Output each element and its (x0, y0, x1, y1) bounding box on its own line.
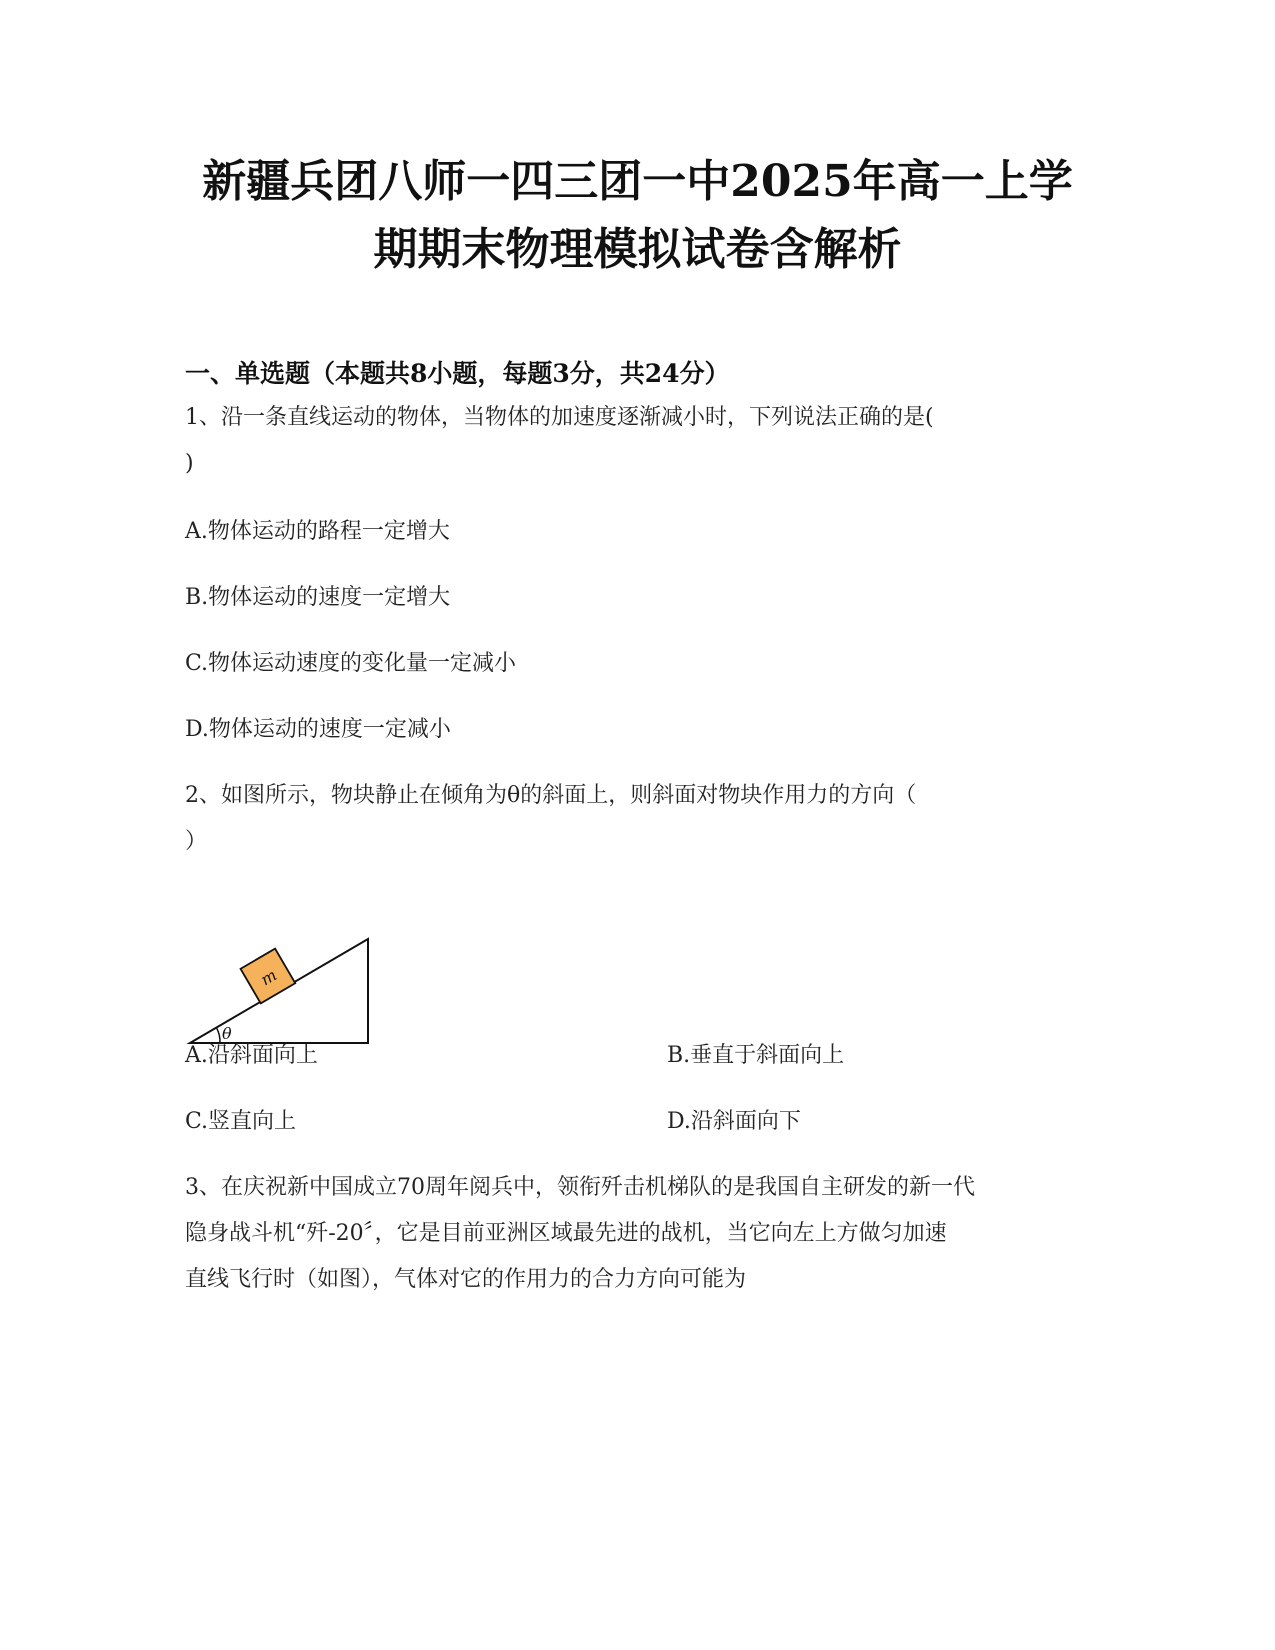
angle-label: θ (222, 1024, 232, 1043)
q2-option-c: C.竖直向上 (185, 1109, 297, 1134)
document-title-line1: 新疆兵团八师一四三团一中2025年高一上学 (202, 156, 1073, 207)
document-title-line2: 期期末物理模拟试卷含解析 (373, 224, 902, 275)
q3-stem-line1: 3、在庆祝新中国成立70周年阅兵中，领衔歼击机梯队的是我国自主研发的新一代 (185, 1175, 975, 1200)
q2-option-d: D.沿斜面向下 (667, 1109, 801, 1134)
q3-stem-line3: 直线飞行时（如图），气体对它的作用力的合力方向可能为 (185, 1267, 747, 1292)
q2-stem-line2: ） (185, 829, 208, 854)
q1-option-a: A.物体运动的路程一定增大 (185, 519, 450, 544)
q1-stem-line2: ) (185, 451, 194, 476)
block-label: m (257, 965, 280, 990)
block (241, 949, 296, 1004)
q2-option-a: A.沿斜面向上 (185, 1043, 318, 1068)
q2-stem-line1: 2、如图所示，物块静止在倾角为θ的斜面上，则斜面对物块作用力的方向（ (185, 783, 917, 808)
q1-option-c: C.物体运动速度的变化量一定减小 (185, 651, 517, 676)
section-heading: 一、单选题（本题共8小题，每题3分，共24分） (185, 359, 730, 388)
q1-stem-line1: 1、沿一条直线运动的物体，当物体的加速度逐渐减小时，下列说法正确的是( (185, 405, 934, 430)
incline-diagram (185, 935, 385, 1050)
q1-option-d: D.物体运动的速度一定减小 (185, 717, 451, 742)
q1-option-b: B.物体运动的速度一定增大 (185, 585, 451, 610)
q3-stem-line2: 隐身战斗机“歼-20〞，它是目前亚洲区域最先进的战机，当它向左上方做匀加速 (185, 1221, 947, 1246)
q2-option-b: B.垂直于斜面向上 (667, 1043, 845, 1068)
